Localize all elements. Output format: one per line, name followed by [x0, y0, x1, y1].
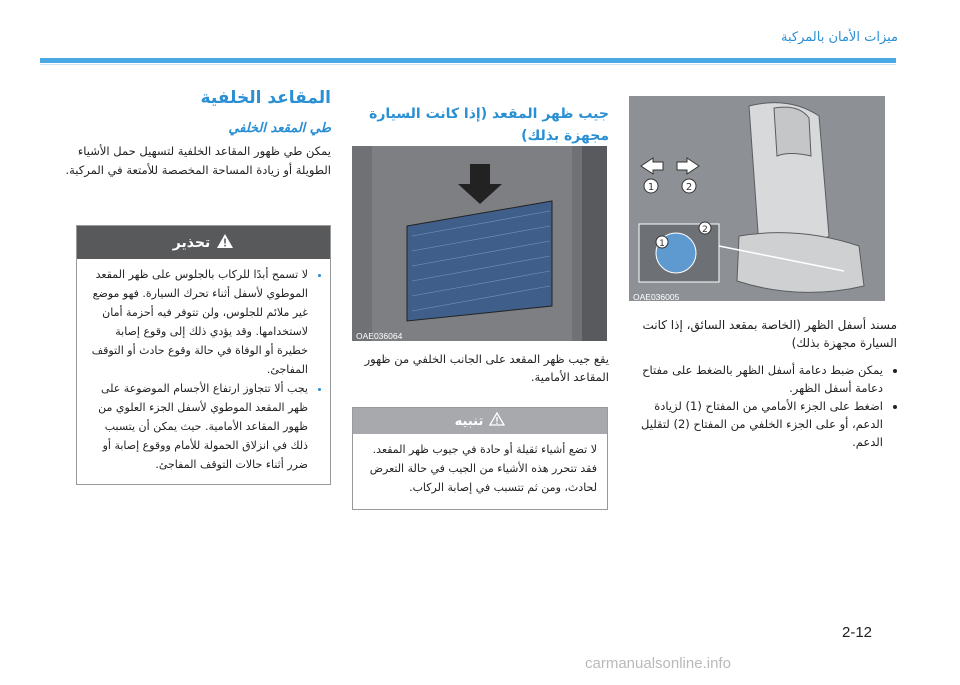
caution-text: لا تضع أشياء ثقيلة أو حادة في جيوب ظهر المقعد. فقد تتحرر هذه الأشياء من الجيب في حالة التعرض لحادث، ومن ثم تتسبب في إصابة الركاب. [369, 443, 597, 494]
caution-label: تنبيه [454, 413, 484, 429]
photo-code: OAE036064 [356, 331, 403, 341]
lumbar-support-illustration [629, 96, 885, 301]
seatback-pocket-text: يقع جيب ظهر المقعد على الجانب الخلفي من ظهور المقاعد الأمامية. [364, 352, 609, 384]
seatback-pocket-heading: جيب ظهر المقعد (إذا كانت السيارة مجهزة بذلك) [369, 106, 609, 144]
svg-text:2: 2 [702, 225, 708, 235]
folding-rear-seat-subtitle: طي المقعد الخلفي [228, 121, 331, 136]
caution-triangle-icon [489, 412, 505, 430]
page-number: 2-12 [842, 624, 873, 641]
caution-box [352, 407, 608, 510]
lumbar-instructions [629, 361, 897, 451]
svg-text:2: 2 [685, 182, 693, 193]
warning-box [76, 225, 331, 485]
seatback-pocket-illustration [352, 146, 607, 341]
svg-text:1: 1 [647, 182, 655, 193]
caution-header [353, 408, 607, 434]
photo-code: OAE036005 [633, 292, 680, 302]
folding-rear-seat-text: يمكن طي ظهور المقاعد الخلفية لتسهيل حمل الأشياء الطويلة أو زيادة المساحة المخصصة للأمتعة في المركبة. [65, 144, 331, 177]
lumbar-caption: مسند أسفل الظهر (الخاصة بمقعد السائق، إذا كانت السيارة مجهزة بذلك) [642, 318, 897, 350]
list-item: • لا تسمح أبدًا للركاب بالجلوس على ظهر المقعد الموطوي لأسفل أثناء تحرك السيارة. فهو موضع غير ملائم للجلوس، ولن تتوفر فيه أحزمة أمان لاستخدامها. وقد يؤدي ذلك إلى وقوع إصابة خطيرة أو الوفاة في حالة وقوع حادث أو التوقف المفاجئ. [87, 265, 308, 379]
list-item: • اضغط على الجزء الأمامي من المفتاح (1) لزيادة الدعم، أو على الجزء الخلفي من المفتاح (2) لتقليل الدعم. [629, 397, 883, 451]
list-item: • يجب ألا تتجاوز ارتفاع الأجسام الموضوعة على ظهر المقعد الموطوي لأسفل الجزء العلوي من ظهور المقاعد الأمامية. حيث يمكن أن يتسبب ذلك في انزلاق الحمولة للأمام ووقوع إصابة أو ضرر أثناء حالات التوقف المفاجئ. [87, 379, 308, 474]
header-rule-thin [40, 64, 896, 65]
watermark: carmanualsonline.info [585, 655, 731, 672]
warning-text [77, 259, 330, 480]
warning-triangle-icon [216, 233, 234, 253]
warning-label: تحذير [172, 234, 211, 251]
header-rule [40, 58, 896, 63]
running-header: ميزات الأمان بالمركبة [781, 30, 898, 45]
svg-text:1: 1 [659, 239, 665, 249]
rear-seats-title: المقاعد الخلفية [200, 88, 331, 108]
list-item: • يمكن ضبط دعامة أسفل الظهر بالضغط على مفتاح دعامة أسفل الظهر. [629, 361, 883, 397]
warning-header [77, 226, 330, 259]
